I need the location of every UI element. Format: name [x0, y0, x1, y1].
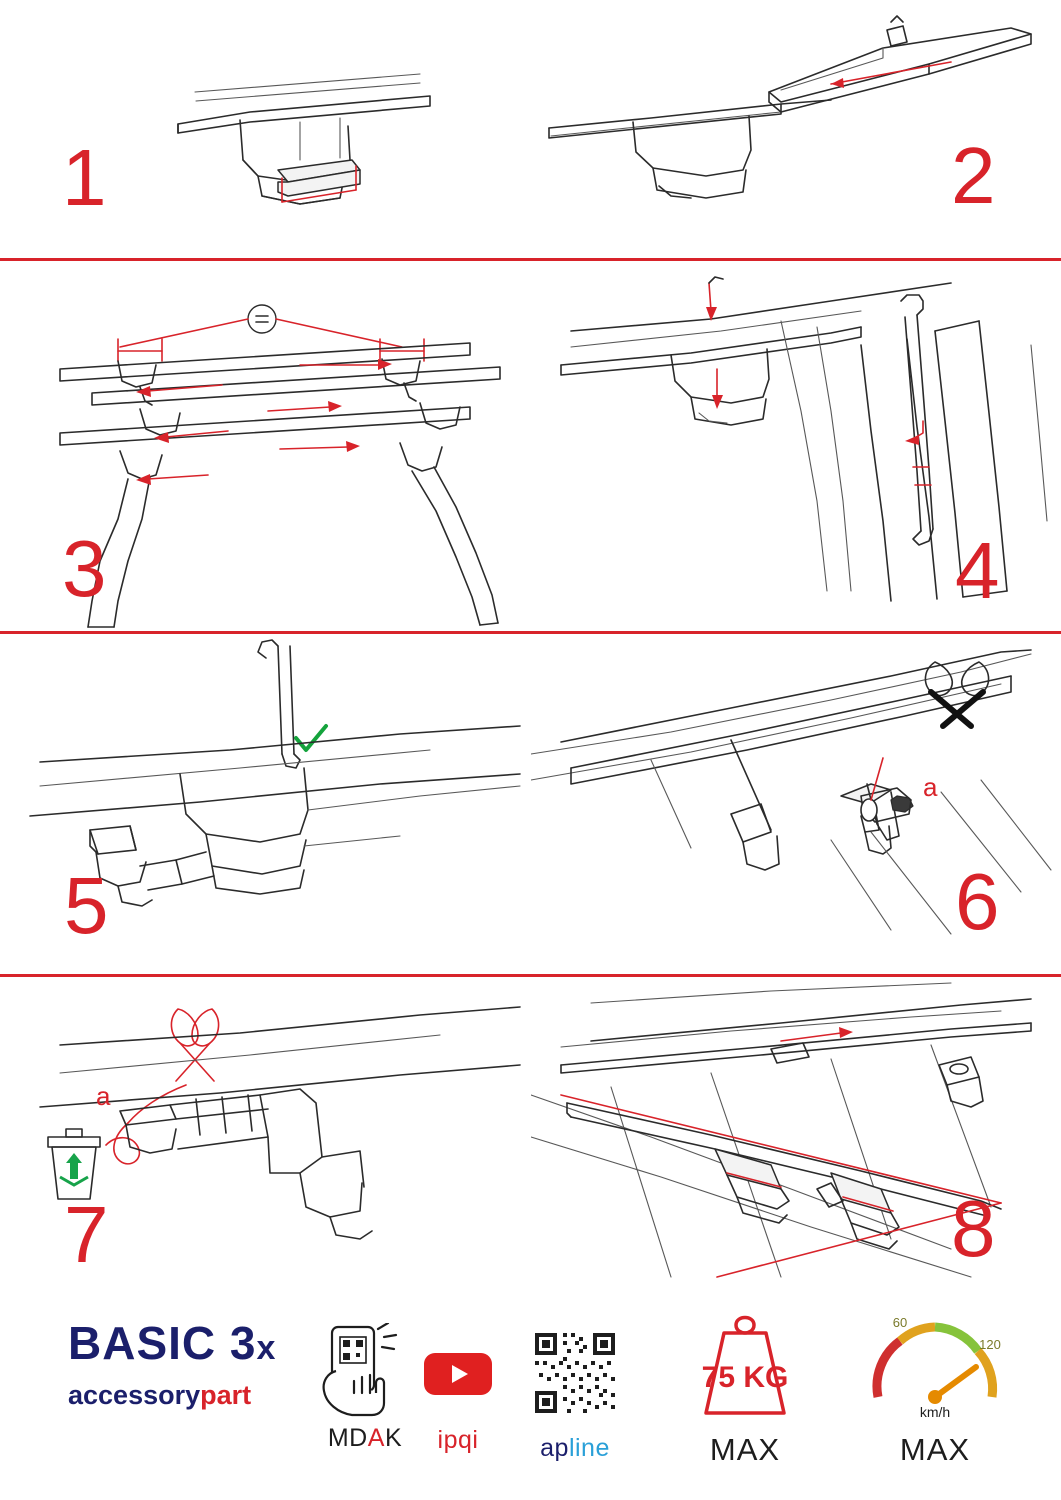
logo-apline[interactable] [505, 1331, 645, 1463]
step-number-6: 6 [955, 857, 998, 946]
qr-code-icon [533, 1331, 617, 1415]
logo-ipqi[interactable] [408, 1347, 508, 1455]
brand-title-suffix: x [256, 1329, 277, 1367]
step-number-5: 5 [64, 861, 107, 950]
step-panel-3 [0, 261, 530, 631]
gauge-tick-low: 60 [892, 1315, 908, 1330]
qr-scan-hand-icon [310, 1323, 420, 1419]
callout-a-label-step7: a [96, 1081, 111, 1111]
logo-apline-caption-first: ap [540, 1434, 569, 1462]
step-row-2 [0, 261, 1061, 631]
logo-mdak-caption-last: K [384, 1424, 403, 1452]
weight-limit-value: 75 KG [701, 1361, 789, 1394]
logo-apline-caption [505, 1434, 645, 1463]
step-panel-8 [531, 977, 1061, 1295]
brand-subtitle-second: part [200, 1380, 252, 1410]
gauge-unit: km/h [919, 1404, 951, 1420]
weight-limit-label: MAX [709, 1432, 781, 1467]
step-panel-5 [0, 634, 530, 974]
speed-limit-label: MAX [899, 1432, 971, 1467]
step-row-1 [0, 0, 1061, 258]
brand-title [68, 1317, 278, 1369]
panel-separator [530, 977, 531, 1295]
logo-mdak-caption-accent: A [367, 1424, 385, 1452]
step-number-2: 2 [951, 131, 994, 220]
panel-separator [530, 0, 531, 258]
step-panel-4 [531, 261, 1061, 631]
footer-brand-bar [0, 1295, 1061, 1500]
gauge-tick-high: 120 [979, 1337, 1001, 1352]
step-number-7: 7 [64, 1190, 107, 1279]
partner-logos [300, 1323, 640, 1473]
logo-ipqi-caption: ipqi [437, 1426, 479, 1454]
step-panel-1 [0, 0, 530, 258]
logo-apline-caption-accent: line [568, 1434, 610, 1462]
brand-subtitle [68, 1382, 278, 1409]
panel-separator [530, 634, 531, 974]
step-number-8: 8 [951, 1184, 994, 1273]
step-number-1: 1 [62, 133, 105, 222]
step-panel-2 [531, 0, 1061, 258]
max-weight-block [660, 1307, 830, 1468]
step-row-4 [0, 977, 1061, 1295]
brand-block [68, 1317, 278, 1410]
speed-limit-gauge-icon [860, 1305, 1010, 1427]
step-panel-7 [0, 977, 530, 1295]
step-number-4: 4 [955, 526, 998, 615]
step-panel-6 [531, 634, 1061, 974]
youtube-icon [422, 1347, 494, 1399]
step-row-3 [0, 634, 1061, 974]
weight-limit-icon [680, 1307, 810, 1427]
logo-mdak-caption-first: MD [327, 1424, 368, 1452]
panel-separator [530, 261, 531, 631]
step-number-3: 3 [62, 524, 105, 613]
brand-subtitle-first: accessory [68, 1380, 201, 1410]
callout-a-label-step6: a [923, 772, 938, 802]
max-speed-block [850, 1305, 1020, 1468]
brand-title-text: BASIC 3 [68, 1317, 257, 1369]
